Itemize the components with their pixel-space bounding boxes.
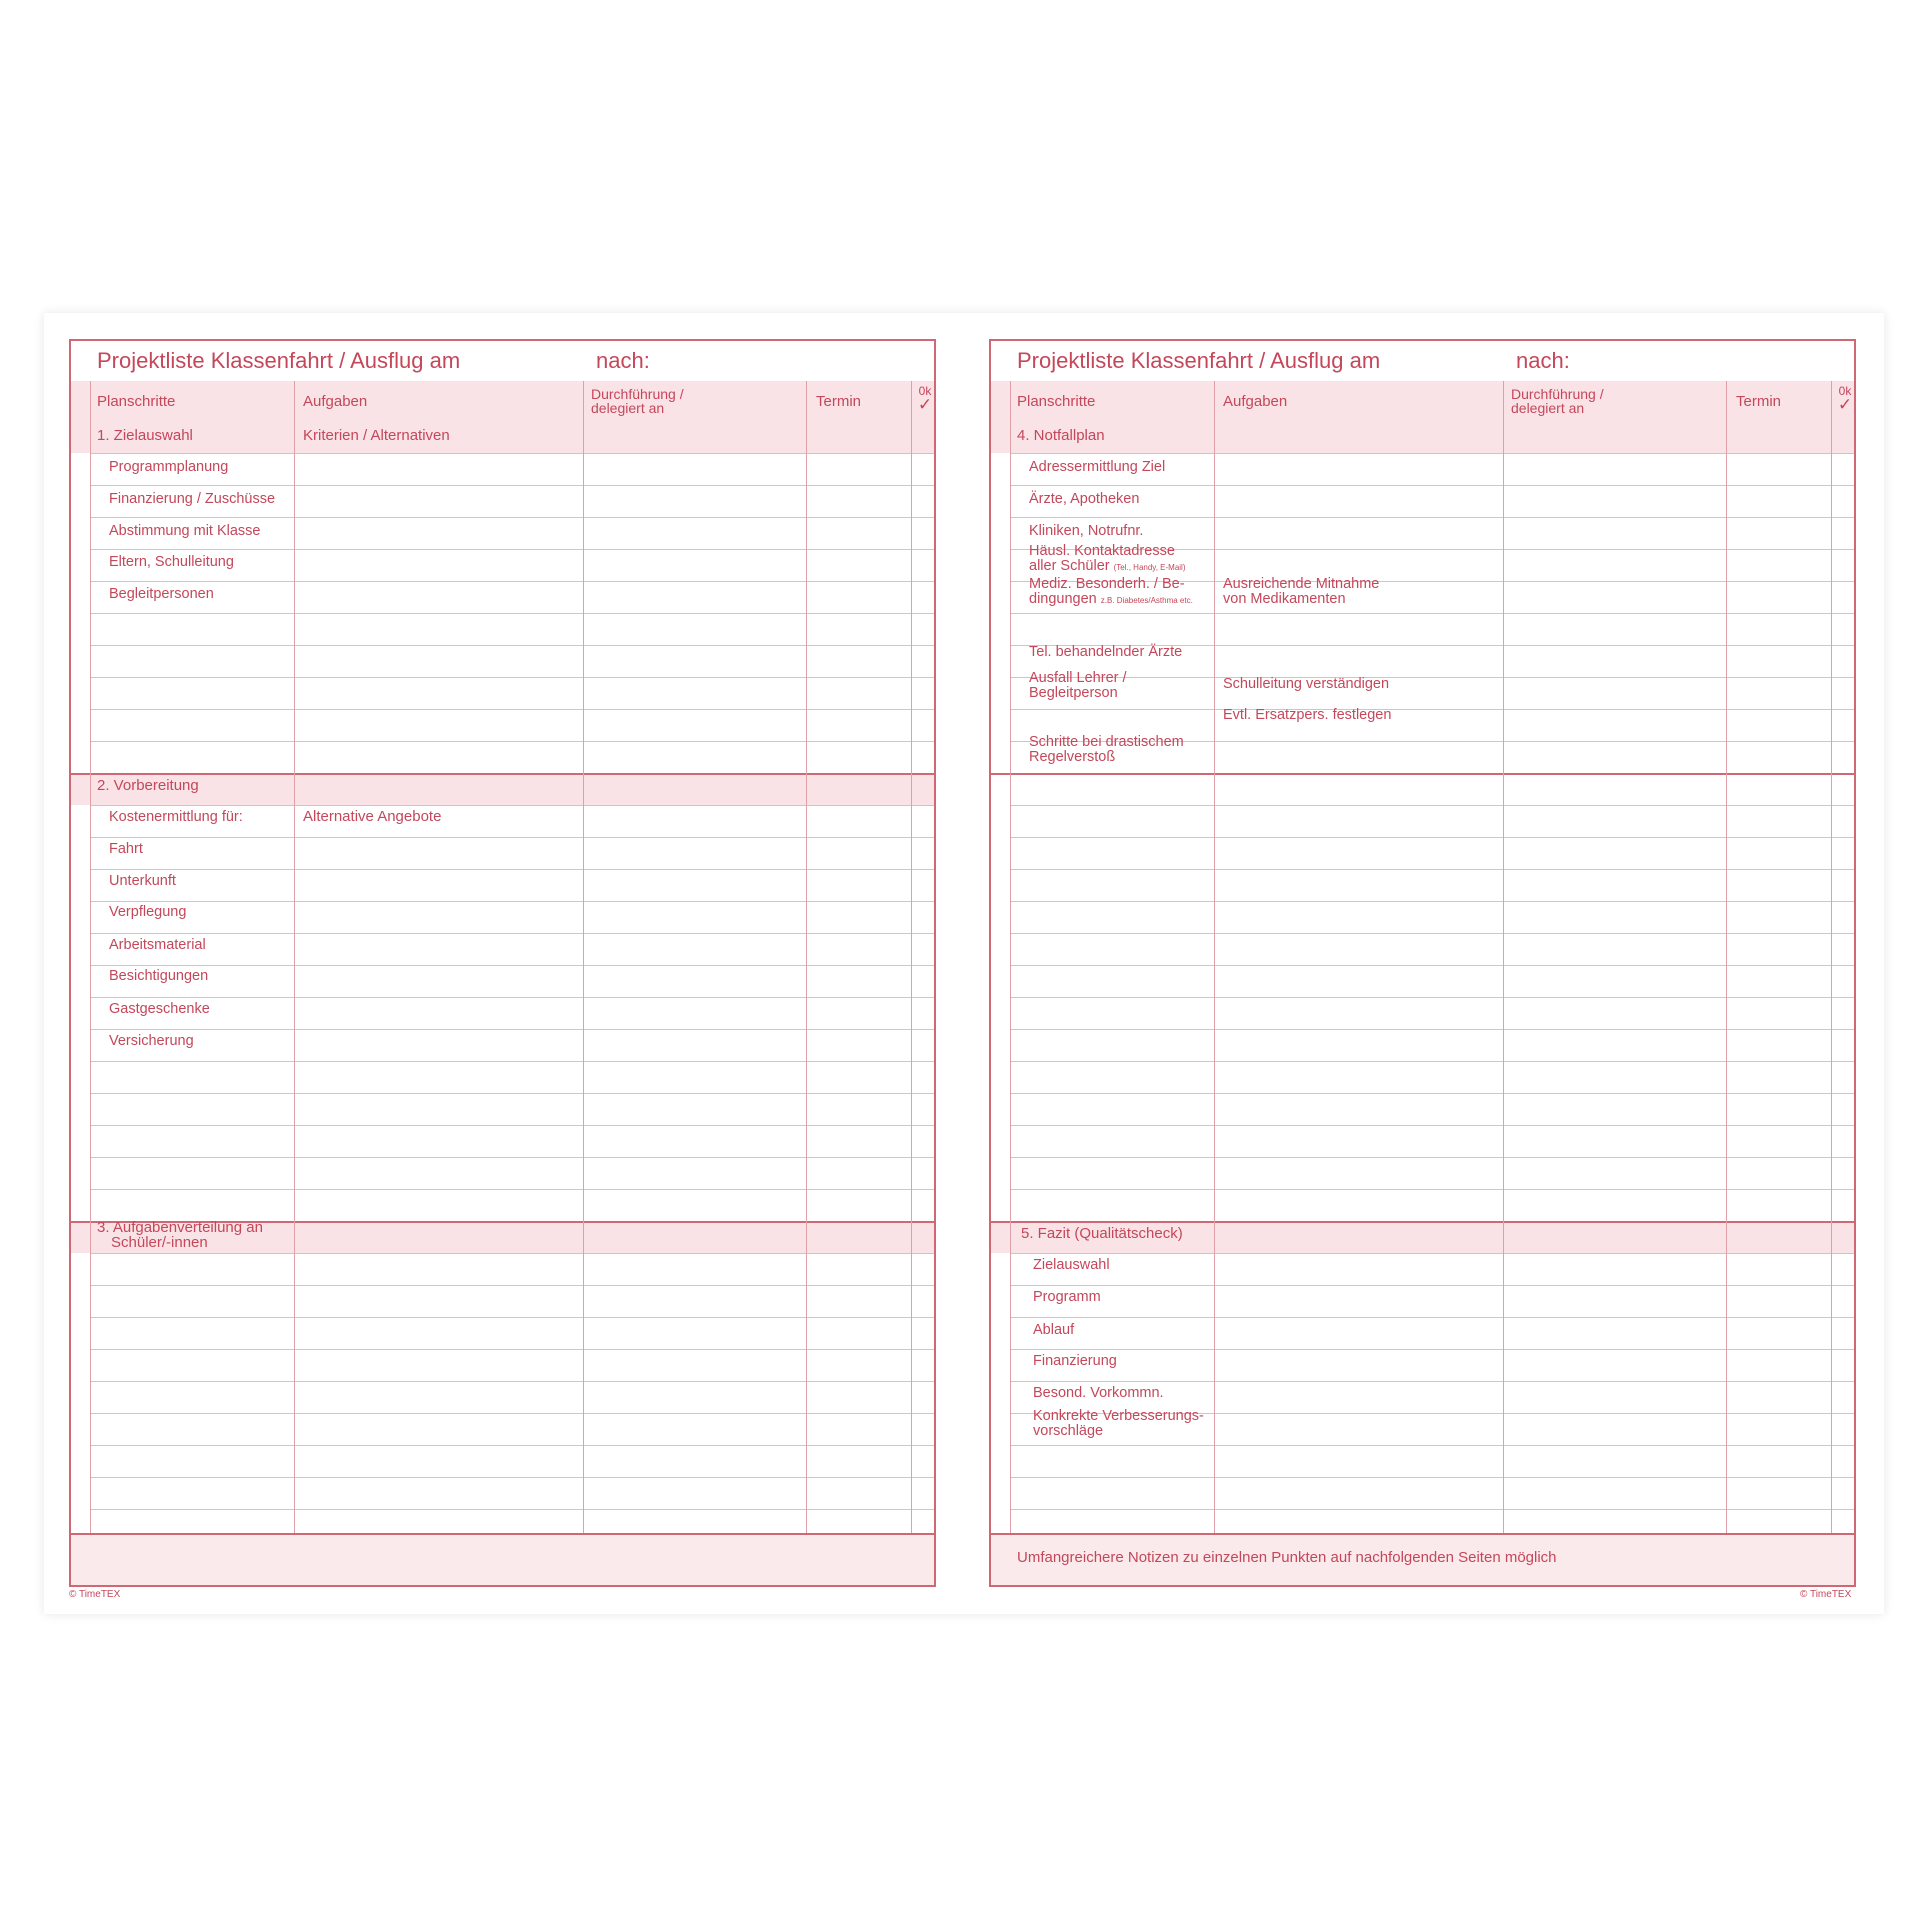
right-page: [989, 339, 1856, 1587]
item-ablauf: Ablauf: [1033, 1322, 1075, 1338]
row-line: [1010, 1285, 1854, 1286]
item-besond-vorkommn: Besond. Vorkommn.: [1033, 1385, 1164, 1401]
row-line: [1010, 453, 1854, 454]
item-aerzte: Ärzte, Apotheken: [1029, 491, 1140, 507]
section-band: [71, 773, 934, 805]
mediz-line1: Mediz. Besonderh. / Be-: [1029, 576, 1185, 592]
row-line: [90, 581, 934, 582]
copyright-left: © TimeTEX: [69, 1589, 121, 1600]
mediz-task-line1: Ausreichende Mitnahme: [1223, 576, 1380, 592]
ausfall-line1: Ausfall Lehrer /: [1029, 670, 1127, 686]
row-line: [1010, 677, 1854, 678]
item-verpflegung: Verpflegung: [109, 904, 187, 920]
section-vorbereitung-title: 2. Vorbereitung: [97, 777, 199, 794]
row-line: [1010, 805, 1854, 806]
row-line: [90, 1253, 934, 1254]
row-line: [1010, 1253, 1854, 1254]
item-arbeitsmaterial: Arbeitsmaterial: [109, 937, 206, 953]
mediz-small: z.B. Diabetes/Asthma etc.: [1100, 596, 1193, 605]
col-durchfuehrung-line2: delegiert an: [1511, 400, 1585, 416]
row-line: [1010, 485, 1854, 486]
row-line: [90, 933, 934, 934]
left-page: [69, 339, 936, 1587]
title-nach: nach:: [1516, 348, 1570, 373]
title-label: Projektliste Klassenfahrt / Ausflug am: [97, 348, 461, 373]
konkrekte-line1: Konkrekte Verbesserungs-: [1033, 1408, 1204, 1424]
col-termin: Termin: [1736, 392, 1782, 410]
row-line: [1010, 1125, 1854, 1126]
col-aufgaben: Aufgaben: [303, 392, 368, 410]
column-line: [1726, 381, 1727, 1535]
section-fazit-title: 5. Fazit (Qualitätscheck): [1021, 1225, 1183, 1242]
task-alternative-angebote: Alternative Angebote: [303, 808, 442, 825]
row-line: [90, 453, 934, 454]
item-haeusl-kontakt: [1029, 544, 1186, 575]
row-line: [1010, 1445, 1854, 1446]
schritte-line1: Schritte bei drastischem: [1029, 734, 1184, 750]
section-band: [991, 421, 1854, 453]
section-zielauswahl-title: 1. Zielauswahl: [97, 427, 193, 444]
row-line: [90, 1093, 934, 1094]
item-eltern: Eltern, Schulleitung: [109, 554, 234, 570]
item-finanzierung-fazit: Finanzierung: [1033, 1353, 1117, 1369]
item-kliniken: Kliniken, Notrufnr.: [1029, 523, 1144, 539]
row-line: [90, 901, 934, 902]
row-line: [90, 1381, 934, 1382]
check-icon: ✓: [917, 395, 933, 414]
row-line: [90, 1445, 934, 1446]
section-aufgabenverteilung-title: [97, 1220, 263, 1250]
konkrekte-line2: vorschläge: [1033, 1423, 1104, 1439]
row-line: [1010, 517, 1854, 518]
column-line: [90, 381, 91, 1535]
item-versicherung: Versicherung: [109, 1033, 194, 1049]
item-finanzierung: Finanzierung / Zuschüsse: [109, 491, 276, 507]
mediz-line2: dingungen: [1029, 591, 1097, 607]
column-header-row: [991, 381, 1854, 423]
row-line: [90, 997, 934, 998]
item-zielauswahl: Zielauswahl: [1033, 1257, 1110, 1273]
row-line: [90, 1061, 934, 1062]
schritte-line2: Regelverstoß: [1029, 749, 1116, 765]
row-line: [90, 869, 934, 870]
item-programmplanung: Programmplanung: [109, 459, 229, 475]
row-line: [1010, 1349, 1854, 1350]
item-besichtigungen: Besichtigungen: [109, 968, 209, 984]
row-line: [90, 677, 934, 678]
row-line: [1010, 837, 1854, 838]
section-divider: [991, 1221, 1854, 1223]
row-line: [1010, 1093, 1854, 1094]
column-line: [1010, 381, 1011, 1535]
haeusl-small: (Tel., Handy, E-Mail): [1113, 563, 1186, 572]
row-line: [90, 549, 934, 550]
row-line: [90, 1477, 934, 1478]
row-line: [1010, 709, 1854, 710]
row-line: [1010, 1509, 1854, 1510]
item-ausfall: [1029, 671, 1127, 701]
task-kriterien: Kriterien / Alternativen: [303, 427, 450, 444]
row-line: [1010, 965, 1854, 966]
page-title: [991, 341, 1854, 382]
row-line: [90, 645, 934, 646]
section-notfallplan-title: 4. Notfallplan: [1017, 427, 1105, 444]
item-abstimmung: Abstimmung mit Klasse: [109, 523, 261, 539]
col-ok: [1834, 384, 1856, 414]
right-footer-band: [991, 1533, 1854, 1585]
ok-label: 0k: [1838, 384, 1852, 398]
item-adressermittlung: Adressermittlung Ziel: [1029, 459, 1166, 475]
task-medikamente: [1223, 577, 1379, 607]
left-footer-band: [71, 1533, 934, 1585]
row-line: [1010, 901, 1854, 902]
col-termin: Termin: [816, 392, 862, 410]
row-line: [90, 805, 934, 806]
row-line: [90, 1285, 934, 1286]
row-line: [1010, 1157, 1854, 1158]
mediz-task-line2: von Medikamenten: [1223, 591, 1346, 607]
page-title: [71, 341, 934, 382]
row-line: [90, 1125, 934, 1126]
title-nach: nach:: [596, 348, 650, 373]
column-line: [1831, 381, 1832, 1535]
section-band: [71, 421, 934, 453]
item-kostenermittlung: Kostenermittlung für:: [109, 809, 243, 825]
section-divider: [991, 773, 1854, 775]
item-mediz: [1029, 577, 1193, 608]
row-line: [1010, 1477, 1854, 1478]
row-line: [90, 517, 934, 518]
row-line: [90, 741, 934, 742]
haeusl-line1: Häusl. Kontaktadresse: [1029, 543, 1175, 559]
haeusl-line2: aller Schüler: [1029, 558, 1110, 574]
col-aufgaben: Aufgaben: [1223, 392, 1288, 410]
row-line: [90, 485, 934, 486]
row-line: [1010, 933, 1854, 934]
row-line: [90, 1317, 934, 1318]
item-gastgeschenke: Gastgeschenke: [109, 1001, 210, 1017]
copyright-right: © TimeTEX: [1800, 1589, 1852, 1600]
row-line: [1010, 1029, 1854, 1030]
column-line: [806, 381, 807, 1535]
col-planschritte: Planschritte: [97, 392, 176, 410]
row-line: [1010, 1061, 1854, 1062]
column-line: [1214, 381, 1215, 1535]
row-line: [90, 965, 934, 966]
item-fahrt: Fahrt: [109, 841, 143, 857]
title-label: Projektliste Klassenfahrt / Ausflug am: [1017, 348, 1381, 373]
column-line: [294, 381, 295, 1535]
row-line: [90, 1157, 934, 1158]
col-ok: [914, 384, 936, 414]
footer-note: Umfangreichere Notizen zu einzelnen Punkten auf nachfolgenden Seiten möglich: [1017, 1549, 1557, 1566]
item-konkrekte: [1033, 1409, 1204, 1439]
column-line: [583, 381, 584, 1535]
row-line: [90, 1349, 934, 1350]
row-line: [1010, 1317, 1854, 1318]
section-aufgabenverteilung-line1: 3. Aufgabenverteilung an: [97, 1219, 263, 1236]
column-line: [911, 381, 912, 1535]
item-tel-aerzte: Tel. behandelnder Ärzte: [1029, 644, 1183, 660]
row-line: [1010, 1189, 1854, 1190]
column-line: [1503, 381, 1504, 1535]
col-durchfuehrung: [1511, 381, 1604, 421]
col-durchfuehrung-line1: Durchführung /: [591, 386, 684, 402]
col-durchfuehrung-line2: delegiert an: [591, 400, 665, 416]
item-programm: Programm: [1033, 1289, 1101, 1305]
row-line: [90, 1509, 934, 1510]
section-aufgabenverteilung-line2: Schüler/-innen: [111, 1234, 208, 1251]
col-planschritte: Planschritte: [1017, 392, 1096, 410]
section-divider: [71, 773, 934, 775]
item-begleitpersonen: Begleitpersonen: [109, 586, 214, 602]
ausfall-line2: Begleitperson: [1029, 685, 1118, 701]
row-line: [1010, 869, 1854, 870]
row-line: [90, 1029, 934, 1030]
row-line: [90, 1189, 934, 1190]
check-icon: ✓: [1837, 395, 1853, 414]
col-durchfuehrung-line1: Durchführung /: [1511, 386, 1604, 402]
row-line: [90, 837, 934, 838]
col-durchfuehrung: [591, 381, 684, 421]
row-line: [1010, 613, 1854, 614]
row-line: [1010, 1381, 1854, 1382]
row-line: [90, 1413, 934, 1414]
item-unterkunft: Unterkunft: [109, 873, 176, 889]
row-line: [90, 709, 934, 710]
task-schulleitung: Schulleitung verständigen: [1223, 676, 1390, 692]
task-ersatzpers: Evtl. Ersatzpers. festlegen: [1223, 707, 1392, 723]
column-header-row: [71, 381, 934, 423]
row-line: [1010, 997, 1854, 998]
ok-label: 0k: [918, 384, 932, 398]
item-schritte: [1029, 735, 1184, 765]
row-line: [90, 613, 934, 614]
